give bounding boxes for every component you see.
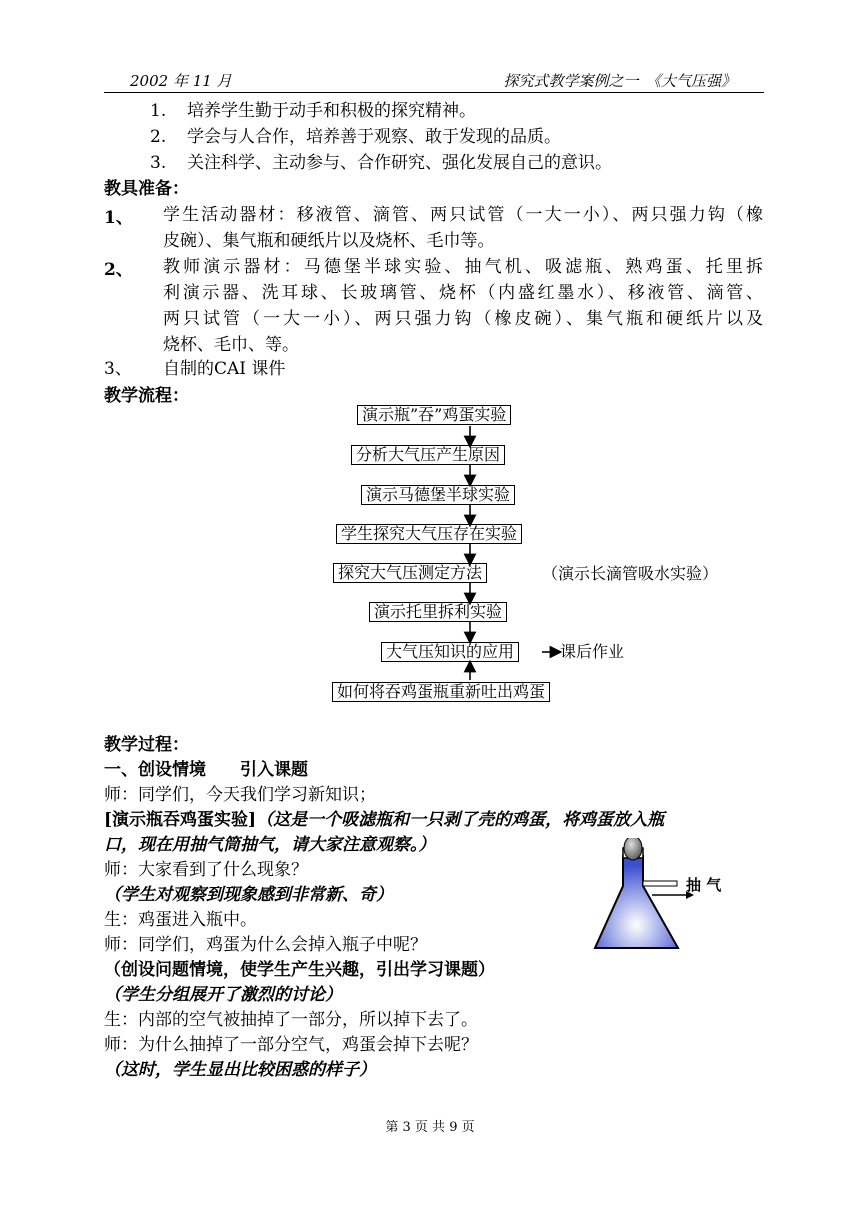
dialogue-line: 师：大家看到了什么现象？ — [104, 860, 308, 880]
header-title: 探究式教学案例之一 《大气压强》 — [503, 72, 736, 90]
equipment-line: 教师演示器材：马德堡半球实验、抽气机、吸滤瓶、熟鸡蛋、托里拆 — [163, 257, 763, 277]
flow-homework: 课后作业 — [560, 642, 625, 661]
flow-step: 演示马德堡半球实验 — [361, 485, 515, 505]
equipment-number: 2、 — [104, 260, 133, 280]
equipment-line: 自制的CAI 课件 — [163, 359, 286, 379]
goal-text: 培养学生勤于动手和积极的探究精神。 — [187, 101, 476, 121]
flask-body — [595, 856, 678, 948]
equipment-line: 皮碗）、集气瓶和硬纸片以及烧杯、毛巾等。 — [163, 231, 495, 251]
experiment-note: 口，现在用抽气筒抽气，请大家注意观察。） — [104, 835, 436, 855]
flask-label: 抽 气 — [686, 876, 722, 894]
annotation-line: （学生对观察到现象感到非常新、奇） — [104, 885, 393, 905]
process-heading: 教学过程： — [104, 735, 189, 755]
header-date: 2002 年 11 月 — [130, 72, 232, 90]
dialogue-line: 师：为什么抽掉了一部分空气，鸡蛋会掉下去呢？ — [104, 1035, 478, 1055]
annotation-line: （创设问题情境，使学生产生兴趣，引出学习课题） — [104, 960, 495, 980]
section-heading: 一、创设情境 引入课题 — [104, 760, 308, 780]
experiment-label: [演示瓶吞鸡蛋实验] — [104, 810, 257, 830]
equipment-line: 学生活动器材：移液管、滴管、两只试管（一大一小）、两只强力钩（橡 — [163, 205, 763, 225]
dialogue-line: 师：同学们，鸡蛋为什么会掉入瓶子中呢？ — [104, 935, 427, 955]
goal-number: 3. — [150, 153, 167, 173]
goal-number: 2. — [150, 127, 167, 147]
dialogue-line: 生：内部的空气被抽掉了一部分，所以掉下去了。 — [104, 1010, 478, 1030]
flow-step: 学生探究大气压存在实验 — [336, 524, 522, 544]
flow-heading: 教学流程： — [104, 386, 189, 406]
dialogue-line — [104, 808, 664, 832]
annotation-line: （这时，学生显出比较困惑的样子） — [104, 1060, 376, 1080]
goal-number: 1. — [150, 101, 167, 121]
flow-side-note: （演示长滴管吸水实验） — [542, 564, 719, 583]
flow-step: 探究大气压测定方法 — [333, 563, 487, 583]
annotation-line: （学生分组展开了激烈的讨论） — [104, 985, 342, 1005]
dialogue-line: 师：同学们，今天我们学习新知识； — [104, 785, 376, 805]
equipment-line: 烧杯、毛巾、等。 — [163, 335, 299, 355]
goal-text: 关注科学、主动参与、合作研究、强化发展自己的意识。 — [187, 153, 612, 173]
egg-icon — [624, 838, 642, 860]
flow-step: 演示托里拆利实验 — [369, 602, 507, 622]
equipment-number: 3、 — [104, 359, 132, 379]
side-tube — [643, 881, 677, 886]
dialogue-line: 生：鸡蛋进入瓶中。 — [104, 910, 257, 930]
flask-illustration — [590, 838, 750, 958]
flow-step: 如何将吞鸡蛋瓶重新吐出鸡蛋 — [332, 682, 550, 702]
equipment-number: 1、 — [104, 208, 133, 228]
experiment-note: （这是一个吸滤瓶和一只剥了壳的鸡蛋，将鸡蛋放入瓶 — [256, 810, 665, 830]
equipment-heading: 教具准备： — [104, 179, 189, 199]
page-footer: 第 3 页 共 9 页 — [385, 1120, 475, 1135]
goal-text: 学会与人合作，培养善于观察、敢于发现的品质。 — [187, 127, 561, 147]
equipment-line: 利演示器、洗耳球、长玻璃管、烧杯（内盛红墨水）、移液管、滴管、 — [163, 283, 763, 303]
flow-step: 大气压知识的应用 — [381, 642, 519, 662]
flow-step: 演示瓶”吞”鸡蛋实验 — [357, 405, 511, 425]
equipment-line: 两只试管（一大一小）、两只强力钩（橡皮碗）、集气瓶和硬纸片以及 — [163, 309, 763, 329]
flow-step: 分析大气压产生原因 — [351, 445, 505, 465]
